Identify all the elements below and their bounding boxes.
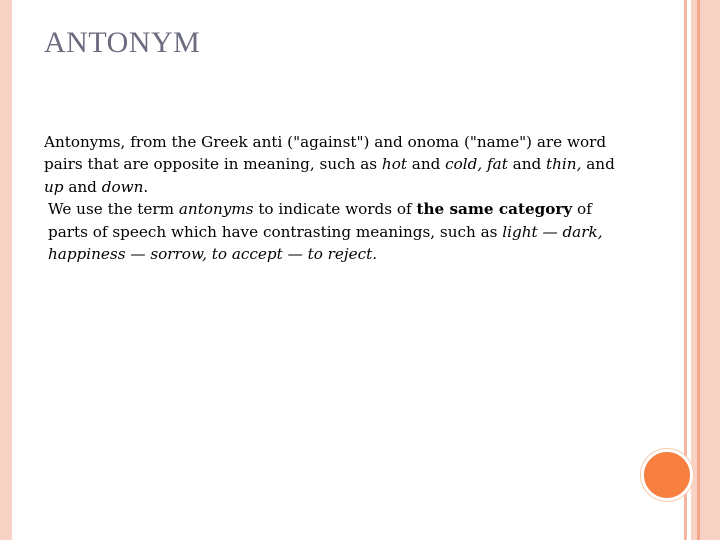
emphasis-text: the same category bbox=[416, 200, 573, 219]
slide-body bbox=[44, 131, 624, 265]
text-run: of parts of speech which have contrasting meanings, such as bbox=[48, 200, 592, 241]
example-word: down bbox=[101, 177, 144, 196]
example-word: up bbox=[44, 177, 64, 196]
text-run: Antonyms, from the Greek anti ("against") and onoma ("name") are word pairs that are opposite in meaning, such as bbox=[44, 133, 607, 174]
text-run: and bbox=[406, 155, 446, 174]
term-word: antonyms bbox=[178, 200, 254, 219]
example-word: thin, bbox=[546, 155, 582, 174]
text-run: . bbox=[143, 177, 149, 196]
paragraph-definition bbox=[44, 131, 624, 198]
text-run: and bbox=[63, 177, 102, 196]
left-border-bar bbox=[0, 0, 12, 540]
right-border-inner-line bbox=[697, 0, 700, 540]
text-run: and bbox=[581, 155, 615, 174]
example-word: hot bbox=[381, 155, 407, 174]
slide-title: ANTONYM bbox=[44, 26, 201, 59]
decorative-circle bbox=[641, 449, 693, 501]
paragraph-usage bbox=[44, 198, 624, 265]
text-run: and bbox=[507, 155, 547, 174]
example-word: cold, fat bbox=[445, 155, 508, 174]
text-run: to indicate words of bbox=[253, 200, 417, 219]
right-border-bar bbox=[691, 0, 720, 540]
example-pairs: light — dark, happiness — sorrow, to accept — to reject. bbox=[48, 222, 603, 264]
text-run: We use the term bbox=[48, 200, 179, 219]
